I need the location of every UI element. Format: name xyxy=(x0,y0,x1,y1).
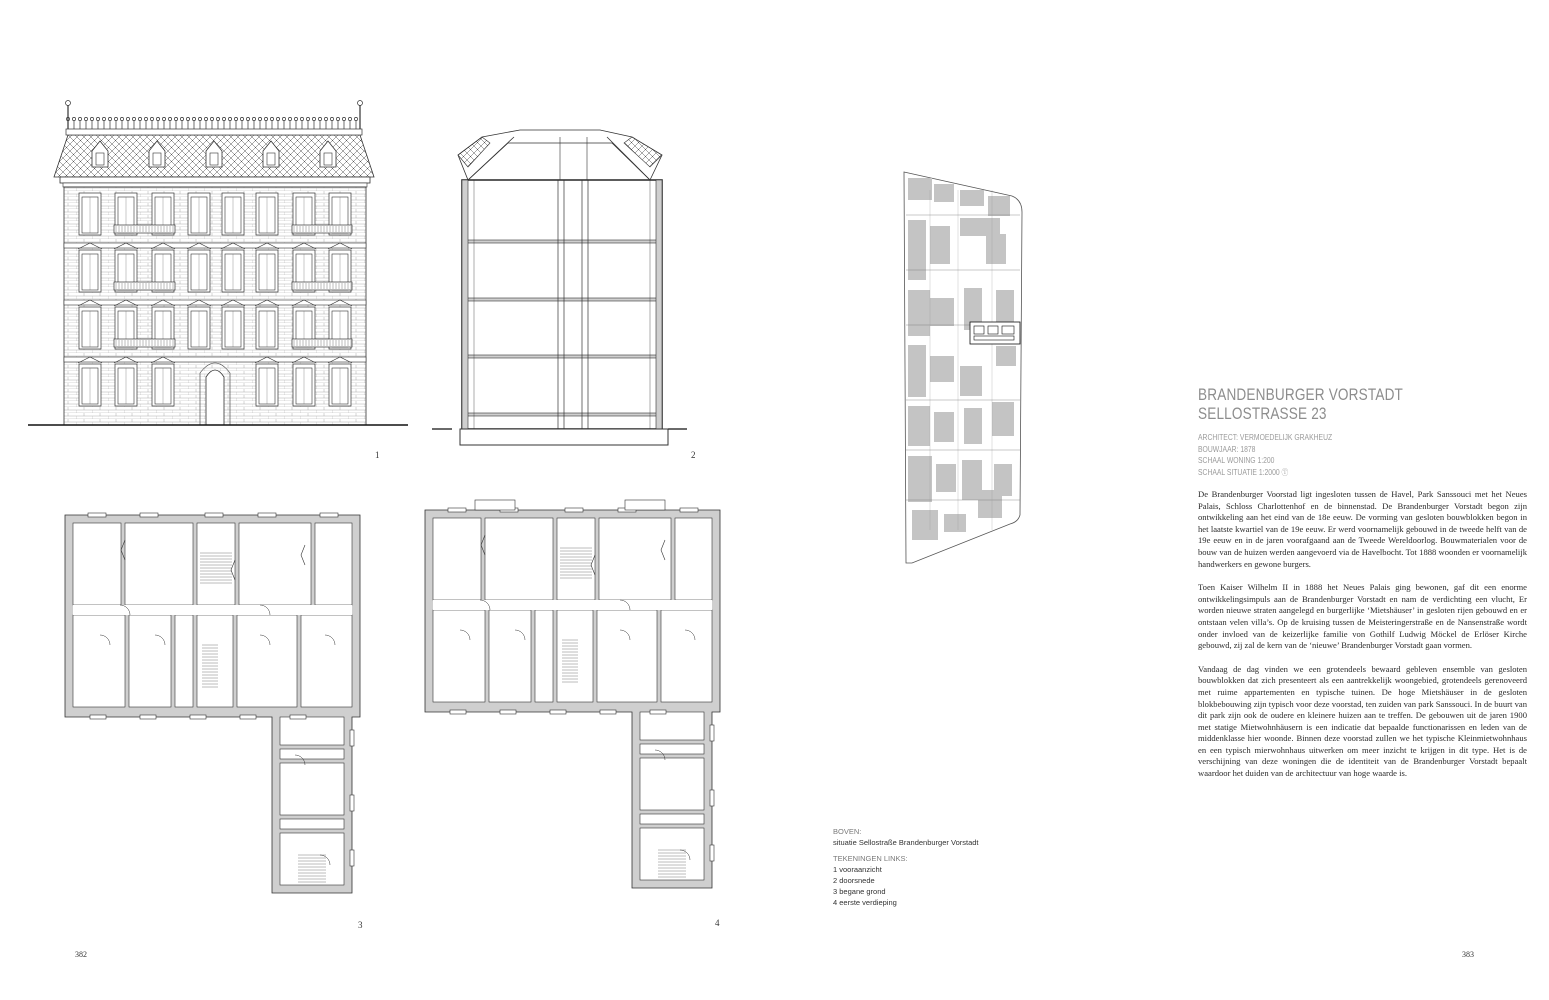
meta-scale-site: SCHAAL SITUATIE 1:2000 Ⓣ xyxy=(1198,467,1289,477)
page-number-left: 382 xyxy=(75,950,87,959)
page-title xyxy=(1198,385,1462,423)
body-text xyxy=(1198,489,1527,792)
caption-item: 3 begane grond xyxy=(833,887,886,896)
figure-number-3: 3 xyxy=(358,920,363,930)
figure-number-4: 4 xyxy=(715,918,720,928)
caption-above-text: situatie Sellostraße Brandenburger Vorstadt xyxy=(833,838,979,847)
project-meta xyxy=(1198,432,1402,478)
meta-architect: ARCHITECT: VERMOEDELIJK GRAKHEUZ xyxy=(1198,433,1333,442)
caption-item: 4 eerste verdieping xyxy=(833,898,897,907)
caption-item: 2 doorsnede xyxy=(833,876,875,885)
caption-above-label: BOVEN: xyxy=(833,827,862,836)
site-plan xyxy=(900,170,1030,565)
page-number-right: 383 xyxy=(1462,950,1474,959)
first-floor-plan xyxy=(420,492,730,897)
caption-list-label: TEKENINGEN LINKS: xyxy=(833,854,908,863)
paragraph: Vandaag de dag vinden we een grotendeels bewaard gebleven ensemble van gesloten bouwblokken dat zich presenteert als een aantrekkelijk woongebied, grotendeels gerenoveerd met ruime appartementen en typische tuinen. De hoge Mietshäuser in de gesloten blokbebouwing zijn typisch voor deze voorstad, ten zuiden van park Sanssouci. In de buurt van dit park zijn ook de oudere en kleinere huizen aan te treffen. De gebouwen uit de jaren 1900 met statige Mietwohnhäusern is een indicatie dat bepaalde functionarissen en leden van de middenklasse hier woonde. Binnen deze voorstad zullen we het typische Kleinmietwohnhaus en een typisch mierwohnhaus uitwerken om meer inzicht te krijgen in dit type. Het is de verschijning van deze woningen die de identiteit van de Brandenburger Vorstadt bepaalt waardoor het duiden van de architectuur van hoge waarde is. xyxy=(1198,663,1527,779)
title-line-2: SELLOSTRASSE 23 xyxy=(1198,404,1327,423)
title-line-1: BRANDENBURGER VORSTADT xyxy=(1198,385,1404,404)
paragraph: De Brandenburger Voorstad ligt ingesloten tussen de Havel, Park Sanssouci met het Neues Palais, Schloss Charlottenhof en de binnenstad. De Brandenburger Vorstadt begon zijn ontwikkeling aan het eind van de 18e eeuw. De vorming van gesloten bouwblokken begon in het laatste kwartiel van de 19e eeuw. Er werd voornamelijk gebouwd in de tweede helft van de 19e eeuw en in de jaren voorafgaand aan de Tweede Wereldoorlog. Bouwmaterialen voor de bouw van de huizen werden aangevoerd via de Havelbocht. Tot 1888 woonden er voornamelijk handwerkers en gewone burgers. xyxy=(1198,489,1527,569)
ground-floor-plan xyxy=(60,505,370,900)
section-drawing xyxy=(432,125,687,450)
facade-drawing xyxy=(28,95,408,430)
figure-number-2: 2 xyxy=(691,450,696,460)
caption-item: 1 vooraanzicht xyxy=(833,865,882,874)
figure-number-1: 1 xyxy=(375,450,380,460)
figure-caption xyxy=(833,826,1033,908)
paragraph: Toen Kaiser Wilhelm II in 1888 het Neues Palais ging bewonen, gaf dit een enorme ontwikkelingsimpuls aan de Brandenburger Vorstadt en nam de verdichting een vlucht, Er worden nieuwe straten aangelegd en burgerlijke ‘Mietshäuser’ in gesloten rijen gebouwd en er ontstaan velen villa’s. Op de kruising tussen de Meisteringerstraße en de Nansenstraße wordt onder invloed van de keizerlijke familie von Gothilf Ludwig Möckel de Erlöser Kirche gebouwd, zij zal de kern van de ‘nieuwe’ Brandenburger Vorstadt gaan vormen. xyxy=(1198,582,1527,651)
meta-scale-house: SCHAAL WONING 1:200 xyxy=(1198,456,1275,465)
meta-year: BOUWJAAR: 1878 xyxy=(1198,444,1256,454)
